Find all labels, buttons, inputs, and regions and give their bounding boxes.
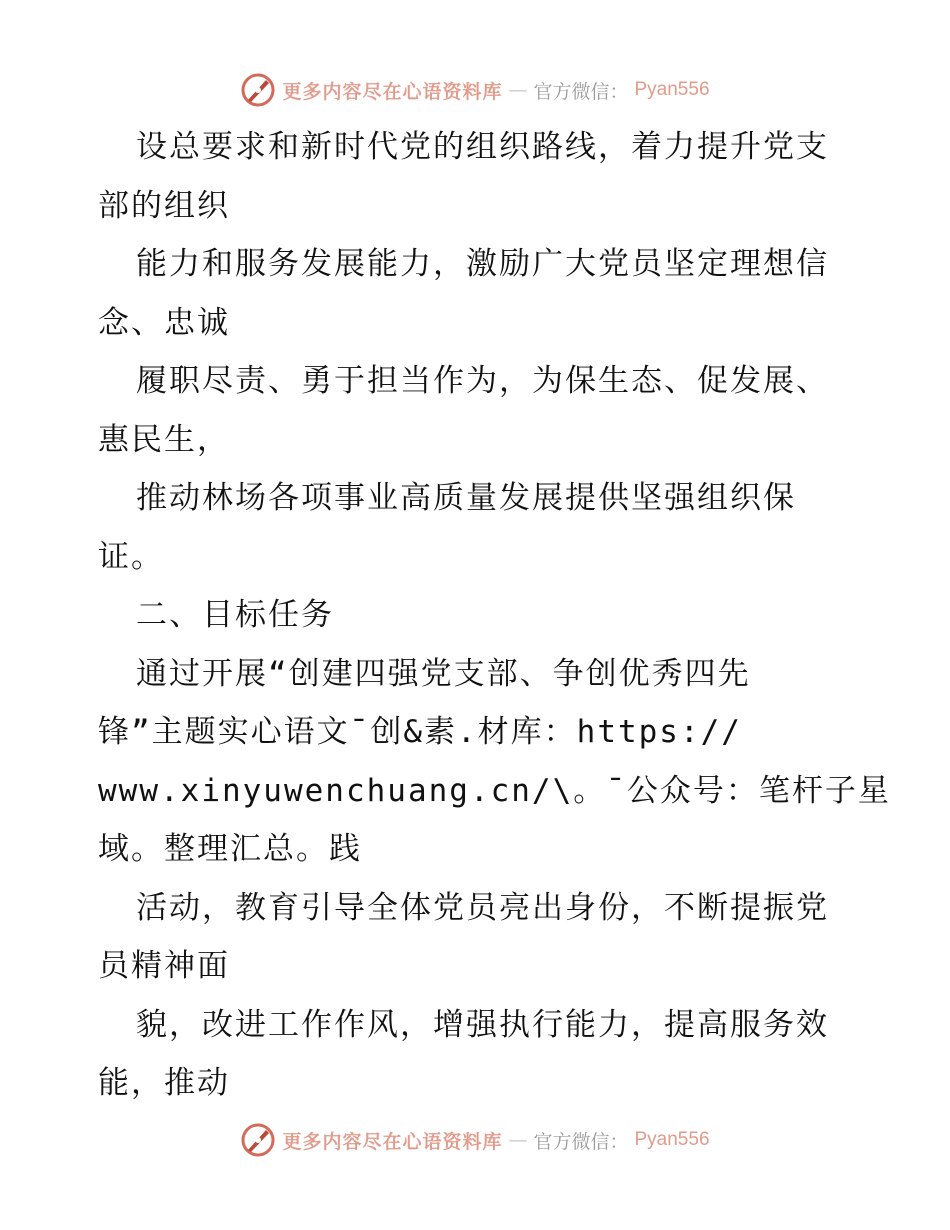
document-body bbox=[98, 118, 891, 1113]
body-line: 惠民生， bbox=[98, 421, 230, 458]
watermark-separator: — bbox=[508, 1129, 528, 1151]
watermark-wechat-id: Pyan556 bbox=[634, 1129, 710, 1150]
body-line: 部的组织 bbox=[98, 187, 230, 224]
header-watermark bbox=[0, 70, 950, 110]
quill-pen-logo-icon bbox=[240, 1122, 276, 1158]
watermark-wechat-label: 官方微信： bbox=[533, 1130, 629, 1153]
body-line: 能，推动 bbox=[98, 1065, 230, 1101]
body-line: 念、忠诚 bbox=[98, 304, 230, 341]
body-line: 活动，教育引导全体党员亮出身份，不断提振党 bbox=[136, 889, 829, 926]
body-line: 能力和服务发展能力，激励广大党员坚定理想信 bbox=[136, 246, 829, 282]
body-line: www.xinyuwenchuang.cn/\。¯公众号：笔杆子星 bbox=[98, 772, 891, 809]
body-line: 证。 bbox=[98, 538, 164, 575]
body-line: 员精神面 bbox=[98, 948, 230, 984]
section-heading: 二、目标任务 bbox=[136, 597, 334, 633]
body-line: 推动林场各项事业高质量发展提供坚强组织保 bbox=[136, 480, 796, 516]
watermark-separator: — bbox=[508, 79, 528, 101]
watermark-wechat-label: 官方微信： bbox=[533, 80, 629, 103]
body-line: 锋”主题实心语文¯创&素.材库：https:// bbox=[98, 714, 742, 750]
watermark-brand-text: 更多内容尽在心语资料库 bbox=[282, 1130, 503, 1153]
body-line: 设总要求和新时代党的组织路线，着力提升党支 bbox=[136, 129, 829, 165]
body-line: 貌，改进工作作风，增强执行能力，提高服务效 bbox=[136, 1006, 829, 1043]
body-line: 域。整理汇总。践 bbox=[98, 831, 362, 867]
watermark-brand-text: 更多内容尽在心语资料库 bbox=[282, 80, 503, 103]
watermark-wechat-id: Pyan556 bbox=[634, 79, 710, 100]
footer-watermark bbox=[0, 1120, 950, 1160]
quill-pen-logo-icon bbox=[240, 72, 276, 108]
body-line: 通过开展“创建四强党支部、争创优秀四先 bbox=[136, 655, 751, 692]
body-line: 履职尽责、勇于担当作为，为保生态、促发展、 bbox=[136, 363, 829, 399]
